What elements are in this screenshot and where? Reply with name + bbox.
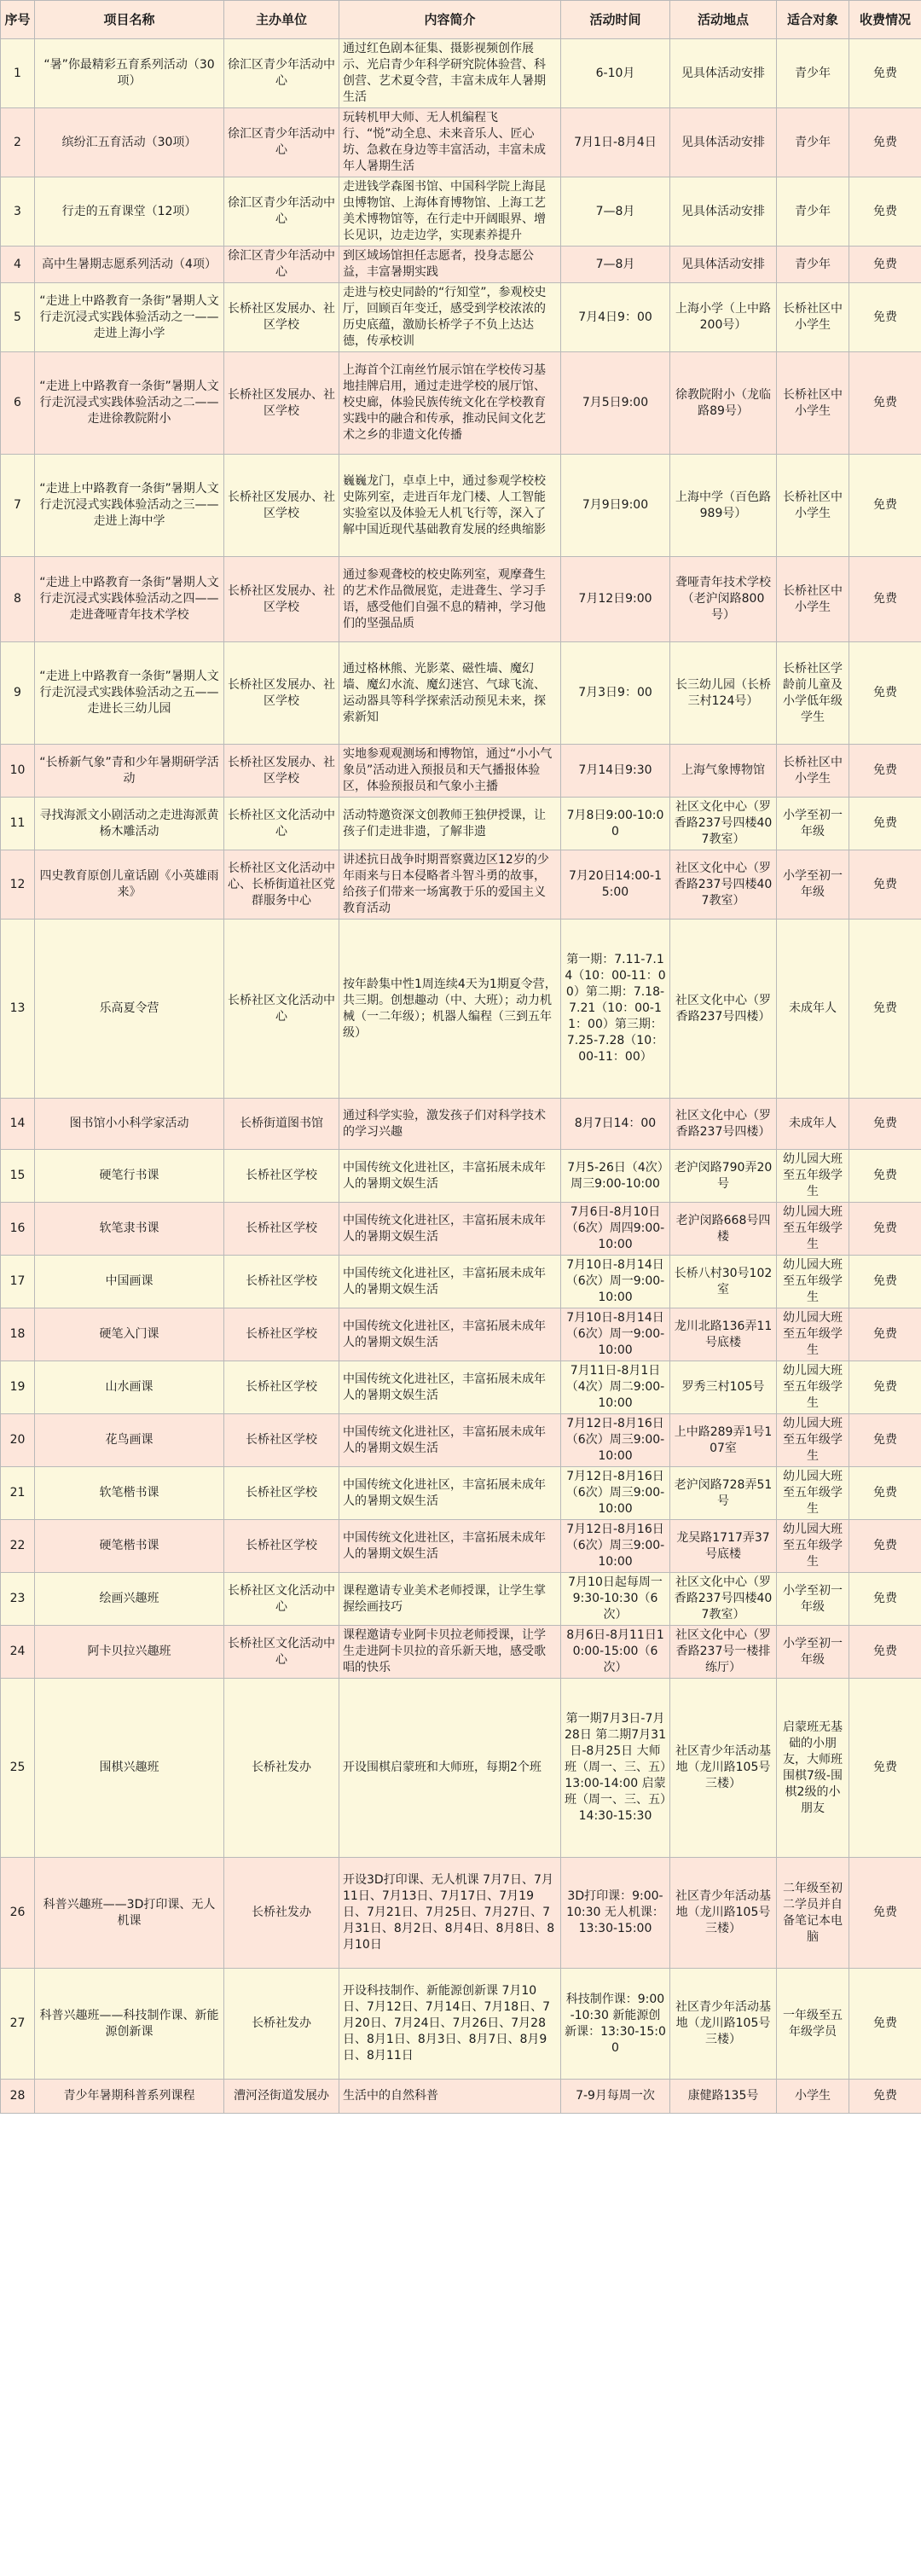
- table-row: [1, 1414, 921, 1467]
- header-cell: 活动地点: [670, 1, 777, 39]
- cell-no: 23: [1, 1573, 35, 1626]
- cell-desc: 中国传统文化进社区，丰富拓展未成年人的暑期文娱生活: [339, 1308, 561, 1361]
- header-cell: 适合对象: [777, 1, 849, 39]
- cell-fee: 免费: [849, 745, 921, 798]
- cell-time: 7月12日-8月16日（6次）周三9:00-10:00: [561, 1467, 670, 1520]
- cell-name: “暑”你最精彩五育系列活动（30项）: [35, 39, 224, 108]
- cell-desc: 中国传统文化进社区，丰富拓展未成年人的暑期文娱生活: [339, 1150, 561, 1203]
- cell-name: “走进上中路教育一条街”暑期人文行走沉浸式实践体验活动之五——走进长三幼儿园: [35, 642, 224, 745]
- cell-org: 长桥社区学校: [224, 1203, 339, 1256]
- cell-name: 软笔楷书课: [35, 1467, 224, 1520]
- cell-org: 徐汇区青少年活动中心: [224, 177, 339, 247]
- cell-desc: 课程邀请专业美术老师授课，让学生掌握绘画技巧: [339, 1573, 561, 1626]
- cell-time: 7月1日-8月4日: [561, 108, 670, 177]
- cell-name: 乐高夏令营: [35, 920, 224, 1099]
- cell-fee: 免费: [849, 177, 921, 247]
- header-cell: 项目名称: [35, 1, 224, 39]
- cell-time: 7月3日9：00: [561, 642, 670, 745]
- cell-desc: 走进钱学森图书馆、中国科学院上海昆虫博物馆、上海体育博物馆、上海工艺美术博物馆等，在行走中开阔眼界、增长见识，边走边学，实现素养提升: [339, 177, 561, 247]
- cell-no: 22: [1, 1520, 35, 1573]
- cell-org: 漕河泾街道发展办: [224, 2080, 339, 2114]
- cell-target: 长桥社区中小学生: [777, 283, 849, 352]
- table-row: [1, 352, 921, 455]
- cell-fee: 免费: [849, 1150, 921, 1203]
- cell-time: 6-10月: [561, 39, 670, 108]
- cell-desc: 中国传统文化进社区，丰富拓展未成年人的暑期文娱生活: [339, 1520, 561, 1573]
- cell-name: 硬笔楷书课: [35, 1520, 224, 1573]
- cell-desc: 通过红色剧本征集、摄影视频创作展示、光启青少年科学研究院体验营、科创营、艺术夏令营，丰富未成年人暑期生活: [339, 39, 561, 108]
- cell-desc: 开设3D打印课、无人机课 7月7日、7月11日、7月13日、7月17日、7月19日、7月21日、7月25日、7月27日、7月31日、8月2日、8月4日、8月8日、8月10日: [339, 1858, 561, 1969]
- cell-name: 寻找海派文小剧活动之走进海派黄杨木雕活动: [35, 798, 224, 850]
- cell-desc: 通过参观聋校的校史陈列室，观摩聋生的艺术作品微展览，走进聋生、学习手语，感受他们自强不息的精神，学习他们的坚强品质: [339, 557, 561, 642]
- cell-time: 7-9月每周一次: [561, 2080, 670, 2114]
- cell-target: 幼儿园大班至五年级学生: [777, 1414, 849, 1467]
- cell-no: 2: [1, 108, 35, 177]
- cell-target: 青少年: [777, 247, 849, 283]
- cell-org: 长桥社区文化活动中心: [224, 798, 339, 850]
- cell-org: 长桥街道图书馆: [224, 1099, 339, 1150]
- cell-fee: 免费: [849, 1679, 921, 1858]
- cell-no: 21: [1, 1467, 35, 1520]
- cell-org: 长桥社区学校: [224, 1467, 339, 1520]
- table-row: [1, 177, 921, 247]
- cell-desc: 到区域场馆担任志愿者，投身志愿公益，丰富暑期实践: [339, 247, 561, 283]
- table-row: [1, 1679, 921, 1858]
- table-row: [1, 39, 921, 108]
- cell-time: 8月7日14：00: [561, 1099, 670, 1150]
- cell-place: 社区青少年活动基地（龙川路105号三楼）: [670, 1969, 777, 2080]
- cell-org: 徐汇区青少年活动中心: [224, 247, 339, 283]
- cell-org: 长桥社区发展办、社区学校: [224, 557, 339, 642]
- cell-name: 行走的五育课堂（12项）: [35, 177, 224, 247]
- cell-fee: 免费: [849, 108, 921, 177]
- cell-no: 19: [1, 1361, 35, 1414]
- cell-desc: 活动特邀资深文创教师王独伊授课，让孩子们走进非遗，了解非遗: [339, 798, 561, 850]
- cell-org: 长桥社区文化活动中心、长桥街道社区党群服务中心: [224, 850, 339, 920]
- cell-no: 7: [1, 455, 35, 557]
- cell-target: 青少年: [777, 39, 849, 108]
- cell-fee: 免费: [849, 1414, 921, 1467]
- cell-time: 7月12日-8月16日（6次）周三9:00-10:00: [561, 1414, 670, 1467]
- cell-desc: 玩转机甲大师、无人机编程飞行、“悦”动全息、未来音乐人、匠心坊、急救在身边等丰富活动，丰富未成年人暑期生活: [339, 108, 561, 177]
- cell-desc: 开设围棋启蒙班和大师班，每期2个班: [339, 1679, 561, 1858]
- cell-place: 老沪闵路668号四楼: [670, 1203, 777, 1256]
- cell-time: 7—8月: [561, 247, 670, 283]
- cell-name: 山水画课: [35, 1361, 224, 1414]
- cell-no: 6: [1, 352, 35, 455]
- cell-no: 14: [1, 1099, 35, 1150]
- cell-org: 长桥社发办: [224, 1858, 339, 1969]
- cell-place: 上中路289弄1号107室: [670, 1414, 777, 1467]
- cell-desc: 生活中的自然科普: [339, 2080, 561, 2114]
- cell-time: 7月14日9:30: [561, 745, 670, 798]
- table-row: [1, 1969, 921, 2080]
- cell-time: 7月6日-8月10日（6次）周四9:00-10:00: [561, 1203, 670, 1256]
- header-cell: 活动时间: [561, 1, 670, 39]
- table-row: [1, 2080, 921, 2114]
- table-row: [1, 1467, 921, 1520]
- cell-no: 1: [1, 39, 35, 108]
- cell-time: 3D打印课：9:00-10:30 无人机课：13:30-15:00: [561, 1858, 670, 1969]
- table-row: [1, 1858, 921, 1969]
- cell-place: 社区青少年活动基地（龙川路105号三楼）: [670, 1858, 777, 1969]
- cell-target: 未成年人: [777, 920, 849, 1099]
- cell-desc: 中国传统文化进社区，丰富拓展未成年人的暑期文娱生活: [339, 1467, 561, 1520]
- cell-desc: 讲述抗日战争时期晋察冀边区12岁的少年雨来与日本侵略者斗智斗勇的故事，给孩子们带来一场寓教于乐的爱国主义教育活动: [339, 850, 561, 920]
- cell-target: 小学至初一年级: [777, 1573, 849, 1626]
- cell-no: 15: [1, 1150, 35, 1203]
- cell-target: 幼儿园大班至五年级学生: [777, 1467, 849, 1520]
- cell-no: 13: [1, 920, 35, 1099]
- cell-place: 龙吴路1717弄37号底楼: [670, 1520, 777, 1573]
- table-row: [1, 247, 921, 283]
- cell-place: 社区文化中心（罗香路237号四楼407教室）: [670, 798, 777, 850]
- cell-org: 长桥社区学校: [224, 1520, 339, 1573]
- cell-target: 幼儿园大班至五年级学生: [777, 1150, 849, 1203]
- cell-no: 10: [1, 745, 35, 798]
- cell-name: 软笔隶书课: [35, 1203, 224, 1256]
- cell-time: 7月12日-8月16日（6次）周三9:00-10:00: [561, 1520, 670, 1573]
- cell-desc: 中国传统文化进社区，丰富拓展未成年人的暑期文娱生活: [339, 1361, 561, 1414]
- cell-place: 上海小学（上中路200号）: [670, 283, 777, 352]
- cell-org: 长桥社区学校: [224, 1150, 339, 1203]
- cell-fee: 免费: [849, 455, 921, 557]
- cell-name: 围棋兴趣班: [35, 1679, 224, 1858]
- cell-no: 11: [1, 798, 35, 850]
- cell-no: 20: [1, 1414, 35, 1467]
- cell-target: 一年级至五年级学员: [777, 1969, 849, 2080]
- cell-place: 社区文化中心（罗香路237号四楼）: [670, 1099, 777, 1150]
- cell-name: “走进上中路教育一条街”暑期人文行走沉浸式实践体验活动之三——走进上海中学: [35, 455, 224, 557]
- table-row: [1, 108, 921, 177]
- cell-desc: 上海首个江南丝竹展示馆在学校传习基地挂牌启用，通过走进学校的展厅馆、校史廊，体验民族传统文化在学校教育实践中的融合和传承，推动民间文化艺术之乡的非遗文化传播: [339, 352, 561, 455]
- cell-place: 老沪闵路728弄51号: [670, 1467, 777, 1520]
- header-cell: 主办单位: [224, 1, 339, 39]
- cell-fee: 免费: [849, 1099, 921, 1150]
- cell-org: 长桥社区文化活动中心: [224, 920, 339, 1099]
- cell-org: 长桥社区发展办、社区学校: [224, 455, 339, 557]
- cell-fee: 免费: [849, 1203, 921, 1256]
- cell-place: 见具体活动安排: [670, 108, 777, 177]
- cell-desc: 开设科技制作、新能源创新课 7月10日、7月12日、7月14日、7月18日、7月20日、7月24日、7月26日、7月28日、8月1日、8月3日、8月7日、8月9日、8月11日: [339, 1969, 561, 2080]
- cell-place: 龙川北路136弄11号底楼: [670, 1308, 777, 1361]
- table-row: [1, 1308, 921, 1361]
- cell-place: 老沪闵路790弄20号: [670, 1150, 777, 1203]
- cell-name: 花鸟画课: [35, 1414, 224, 1467]
- cell-time: 7月10日-8月14日（6次）周一9:00-10:00: [561, 1256, 670, 1308]
- cell-fee: 免费: [849, 1626, 921, 1679]
- cell-org: 长桥社区学校: [224, 1414, 339, 1467]
- cell-no: 3: [1, 177, 35, 247]
- cell-no: 9: [1, 642, 35, 745]
- cell-org: 长桥社发办: [224, 1969, 339, 2080]
- cell-place: 社区文化中心（罗香路237号一楼排练厅）: [670, 1626, 777, 1679]
- cell-target: 幼儿园大班至五年级学生: [777, 1308, 849, 1361]
- cell-desc: 中国传统文化进社区，丰富拓展未成年人的暑期文娱生活: [339, 1203, 561, 1256]
- cell-target: 长桥社区中小学生: [777, 455, 849, 557]
- table-row: [1, 642, 921, 745]
- cell-place: 聋哑青年技术学校（老沪闵路800号）: [670, 557, 777, 642]
- cell-org: 长桥社区学校: [224, 1256, 339, 1308]
- cell-name: “走进上中路教育一条街”暑期人文行走沉浸式实践体验活动之二——走进徐教院附小: [35, 352, 224, 455]
- cell-org: 长桥社区文化活动中心: [224, 1626, 339, 1679]
- cell-org: 长桥社区发展办、社区学校: [224, 352, 339, 455]
- cell-place: 罗秀三村105号: [670, 1361, 777, 1414]
- cell-target: 小学生: [777, 2080, 849, 2114]
- cell-name: “长桥新气象”青和少年暑期研学活动: [35, 745, 224, 798]
- cell-desc: 通过格林熊、光影菜、磁性墙、魔幻墙、魔幻水流、魔幻迷宫、气球飞流、运动器具等科学探索活动预见未来，探索新知: [339, 642, 561, 745]
- cell-fee: 免费: [849, 1256, 921, 1308]
- cell-desc: 通过科学实验，激发孩子们对科学技术的学习兴趣: [339, 1099, 561, 1150]
- cell-target: 小学至初一年级: [777, 1626, 849, 1679]
- table-row: [1, 1626, 921, 1679]
- cell-fee: 免费: [849, 642, 921, 745]
- table-row: [1, 1361, 921, 1414]
- cell-target: 二年级至初二学员并自备笔记本电脑: [777, 1858, 849, 1969]
- cell-time: 7月10日-8月14日（6次）周一9:00-10:00: [561, 1308, 670, 1361]
- cell-place: 康健路135号: [670, 2080, 777, 2114]
- cell-name: 高中生暑期志愿系列活动（4项）: [35, 247, 224, 283]
- cell-fee: 免费: [849, 39, 921, 108]
- cell-target: 幼儿园大班至五年级学生: [777, 1520, 849, 1573]
- cell-fee: 免费: [849, 2080, 921, 2114]
- cell-target: 青少年: [777, 177, 849, 247]
- cell-target: 幼儿园大班至五年级学生: [777, 1256, 849, 1308]
- cell-no: 28: [1, 2080, 35, 2114]
- header-cell: 收费情况: [849, 1, 921, 39]
- cell-time: 7月20日14:00-15:00: [561, 850, 670, 920]
- cell-target: 长桥社区中小学生: [777, 352, 849, 455]
- table-header-row: [1, 1, 921, 39]
- cell-org: 徐汇区青少年活动中心: [224, 39, 339, 108]
- cell-time: 7月10日起每周一9:30-10:30（6次）: [561, 1573, 670, 1626]
- cell-place: 见具体活动安排: [670, 247, 777, 283]
- cell-org: 长桥社区发展办、社区学校: [224, 745, 339, 798]
- cell-target: 小学至初一年级: [777, 850, 849, 920]
- cell-name: “走进上中路教育一条街”暑期人文行走沉浸式实践体验活动之四——走进聋哑青年技术学校: [35, 557, 224, 642]
- cell-target: 长桥社区学龄前儿童及小学低年级学生: [777, 642, 849, 745]
- cell-place: 社区文化中心（罗香路237号四楼407教室）: [670, 850, 777, 920]
- cell-fee: 免费: [849, 1308, 921, 1361]
- cell-desc: 课程邀请专业阿卡贝拉老师授课，让学生走进阿卡贝拉的音乐新天地，感受歌唱的快乐: [339, 1626, 561, 1679]
- cell-no: 8: [1, 557, 35, 642]
- table-row: [1, 1203, 921, 1256]
- cell-desc: 按年龄集中性1周连续4天为1期夏令营，共三期。创想趣动（中、大班）；动力机械（一二年级）；机器人编程（三到五年级）: [339, 920, 561, 1099]
- cell-org: 长桥社发办: [224, 1679, 339, 1858]
- cell-time: 8月6日-8月11日10:00-15:00（6次）: [561, 1626, 670, 1679]
- cell-time: 第一期：7.11-7.14（10：00-11：00）第二期：7.18-7.21（10：00-11：00）第三期：7.25-7.28（10：00-11：00）: [561, 920, 670, 1099]
- header-cell: 序号: [1, 1, 35, 39]
- cell-place: 上海气象博物馆: [670, 745, 777, 798]
- table-row: [1, 798, 921, 850]
- header-cell: 内容简介: [339, 1, 561, 39]
- cell-name: 中国画课: [35, 1256, 224, 1308]
- cell-no: 17: [1, 1256, 35, 1308]
- cell-time: 7—8月: [561, 177, 670, 247]
- cell-desc: 中国传统文化进社区，丰富拓展未成年人的暑期文娱生活: [339, 1256, 561, 1308]
- cell-time: 第一期7月3日-7月28日 第二期7月31日-8月25日 大师班（周一、三、五）13:00-14:00 启蒙班（周一、三、五）14:30-15:30: [561, 1679, 670, 1858]
- cell-fee: 免费: [849, 283, 921, 352]
- cell-name: “走进上中路教育一条街”暑期人文行走沉浸式实践体验活动之一——走进上海小学: [35, 283, 224, 352]
- cell-place: 社区文化中心（罗香路237号四楼）: [670, 920, 777, 1099]
- cell-no: 24: [1, 1626, 35, 1679]
- table-row: [1, 557, 921, 642]
- cell-place: 徐教院附小（龙临路89号）: [670, 352, 777, 455]
- table-row: [1, 1150, 921, 1203]
- cell-fee: 免费: [849, 352, 921, 455]
- cell-place: 见具体活动安排: [670, 177, 777, 247]
- cell-org: 长桥社区发展办、社区学校: [224, 283, 339, 352]
- cell-name: 科普兴趣班——科技制作课、新能源创新课: [35, 1969, 224, 2080]
- table-row: [1, 283, 921, 352]
- cell-fee: 免费: [849, 1361, 921, 1414]
- cell-fee: 免费: [849, 1858, 921, 1969]
- cell-fee: 免费: [849, 850, 921, 920]
- cell-org: 徐汇区青少年活动中心: [224, 108, 339, 177]
- cell-fee: 免费: [849, 1969, 921, 2080]
- cell-no: 25: [1, 1679, 35, 1858]
- table-row: [1, 1256, 921, 1308]
- cell-org: 长桥社区文化活动中心: [224, 1573, 339, 1626]
- table-row: [1, 745, 921, 798]
- cell-time: 科技制作课：9:00-10:30 新能源创新课：13:30-15:00: [561, 1969, 670, 2080]
- table-row: [1, 1573, 921, 1626]
- cell-time: 7月5日9:00: [561, 352, 670, 455]
- table-row: [1, 920, 921, 1099]
- cell-time: 7月5-26日（4次）周三9:00-10:00: [561, 1150, 670, 1203]
- cell-desc: 中国传统文化进社区，丰富拓展未成年人的暑期文娱生活: [339, 1414, 561, 1467]
- cell-no: 26: [1, 1858, 35, 1969]
- cell-fee: 免费: [849, 798, 921, 850]
- cell-target: 长桥社区中小学生: [777, 745, 849, 798]
- cell-name: 硬笔行书课: [35, 1150, 224, 1203]
- cell-name: 青少年暑期科普系列课程: [35, 2080, 224, 2114]
- cell-place: 长三幼儿园（长桥三村124号）: [670, 642, 777, 745]
- cell-name: 阿卡贝拉兴趣班: [35, 1626, 224, 1679]
- cell-place: 社区文化中心（罗香路237号四楼407教室）: [670, 1573, 777, 1626]
- cell-org: 长桥社区学校: [224, 1308, 339, 1361]
- cell-fee: 免费: [849, 1573, 921, 1626]
- cell-time: 7月8日9:00-10:00: [561, 798, 670, 850]
- cell-no: 4: [1, 247, 35, 283]
- cell-no: 16: [1, 1203, 35, 1256]
- cell-desc: 实地参观观测场和博物馆，通过“小小气象员”活动进入预报员和天气播报体验区，体验预报员和气象小主播: [339, 745, 561, 798]
- cell-place: 社区青少年活动基地（龙川路105号三楼）: [670, 1679, 777, 1858]
- table-row: [1, 1099, 921, 1150]
- cell-target: 青少年: [777, 108, 849, 177]
- cell-no: 12: [1, 850, 35, 920]
- table-row: [1, 1520, 921, 1573]
- cell-place: 上海中学（百色路989号）: [670, 455, 777, 557]
- cell-name: 四史教育原创儿童话剧《小英雄雨来》: [35, 850, 224, 920]
- table-row: [1, 455, 921, 557]
- cell-org: 长桥社区学校: [224, 1361, 339, 1414]
- cell-time: 7月4日9：00: [561, 283, 670, 352]
- cell-no: 5: [1, 283, 35, 352]
- cell-time: 7月11日-8月1日（4次）周二9:00-10:00: [561, 1361, 670, 1414]
- cell-name: 硬笔入门课: [35, 1308, 224, 1361]
- cell-target: 未成年人: [777, 1099, 849, 1150]
- cell-time: 7月9日9:00: [561, 455, 670, 557]
- cell-place: 见具体活动安排: [670, 39, 777, 108]
- cell-name: 绘画兴趣班: [35, 1573, 224, 1626]
- cell-no: 18: [1, 1308, 35, 1361]
- cell-name: 缤纷汇五育活动（30项）: [35, 108, 224, 177]
- cell-no: 27: [1, 1969, 35, 2080]
- cell-time: 7月12日9:00: [561, 557, 670, 642]
- cell-name: 科普兴趣班——3D打印课、无人机课: [35, 1858, 224, 1969]
- cell-target: 幼儿园大班至五年级学生: [777, 1361, 849, 1414]
- cell-target: 小学至初一年级: [777, 798, 849, 850]
- cell-org: 长桥社区发展办、社区学校: [224, 642, 339, 745]
- cell-fee: 免费: [849, 920, 921, 1099]
- cell-fee: 免费: [849, 1520, 921, 1573]
- cell-fee: 免费: [849, 247, 921, 283]
- cell-place: 长桥八村30号102室: [670, 1256, 777, 1308]
- cell-fee: 免费: [849, 557, 921, 642]
- cell-target: 长桥社区中小学生: [777, 557, 849, 642]
- table-row: [1, 850, 921, 920]
- cell-target: 启蒙班无基础的小朋友，大师班围棋7级-围棋2级的小朋友: [777, 1679, 849, 1858]
- cell-desc: 巍巍龙门，卓卓上中，通过参观学校校史陈列室，走进百年龙门楼、人工智能实验室以及体验无人机飞行等，深入了解中国近现代基础教育发展的经典缩影: [339, 455, 561, 557]
- cell-name: 图书馆小小科学家活动: [35, 1099, 224, 1150]
- cell-target: 幼儿园大班至五年级学生: [777, 1203, 849, 1256]
- cell-fee: 免费: [849, 1467, 921, 1520]
- cell-desc: 走进与校史同龄的“行知堂”，参观校史厅，回顾百年变迁，感受到学校浓浓的历史底蕴，激励长桥学子不负上达达德，传承校训: [339, 283, 561, 352]
